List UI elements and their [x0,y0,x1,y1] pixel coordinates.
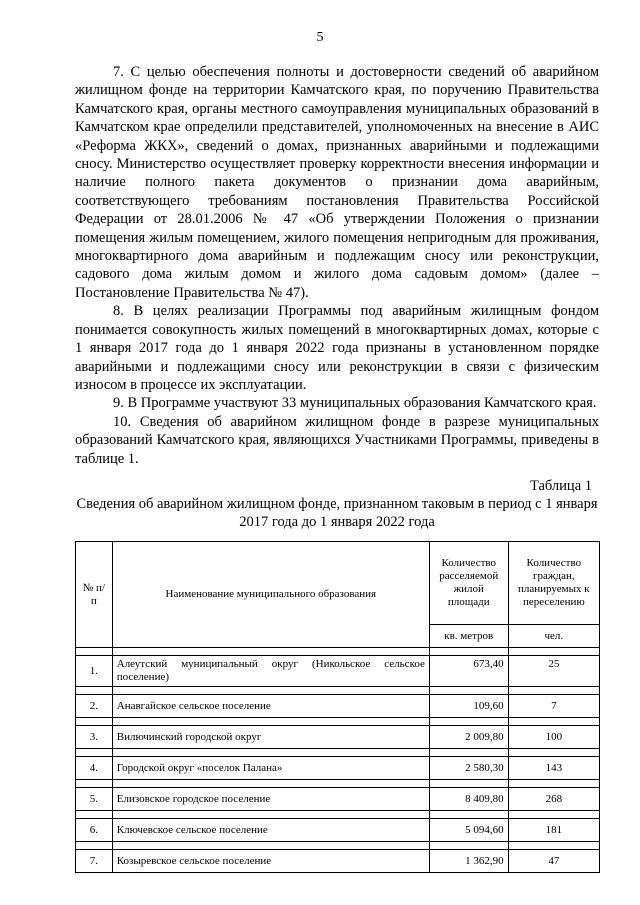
separator-cell [508,718,599,726]
row-num: 5. [76,788,113,811]
separator-cell [76,718,113,726]
separator-cell [76,687,113,695]
row-name: Козыревское сельское поселение [112,850,429,873]
separator-cell [76,842,113,850]
separator-cell [508,811,599,819]
row-area: 5 094,60 [429,819,508,842]
row-people: 100 [508,726,599,749]
separator-cell [76,811,113,819]
separator-cell [76,648,113,656]
table-header-row [76,542,600,625]
table-row [76,819,600,842]
row-name: Анавгайское сельское поселение [112,695,429,718]
table-row [76,726,600,749]
table-label: Таблица 1 [529,478,592,494]
table-row [76,695,600,718]
row-area: 8 409,80 [429,788,508,811]
row-area: 109,60 [429,695,508,718]
separator-cell [76,780,113,788]
separator-cell [508,687,599,695]
table-caption: Сведения об аварийном жилищном фонде, признанном таковым в период с 1 января 2017 года до 1 января 2022 года [76,496,598,530]
unit-area: кв. метров [429,625,508,648]
separator-cell [112,780,429,788]
header-area: Количество расселяемой жилой площади [429,542,508,625]
table-separator [76,687,600,695]
housing-table [75,541,600,873]
row-people: 181 [508,819,599,842]
separator-cell [112,648,429,656]
row-num: 7. [76,850,113,873]
paragraph-10: 10. Сведения об аварийном жилищном фонде в разрезе муниципальных образований Камчатского края, являющихся Участниками Программы, приведены в таблице 1. [75,413,599,467]
separator-cell [112,749,429,757]
row-name: Елизовское городское поселение [112,788,429,811]
paragraph-8: 8. В целях реализации Программы под аварийным жилищным фондом понимается совокупность жилых помещений в многоквартирных домах, которые с 1 января 2017 года до 1 января 2022 года признаны в установленном порядке аварийными и подлежащими сносу или реконструкции в связи с физическим износом в процессе их эксплуатации. [75,303,599,393]
table-separator [76,749,600,757]
unit-people: чел. [508,625,599,648]
table-separator [76,811,600,819]
separator-cell [429,749,508,757]
row-num: 1. [76,656,113,687]
row-people: 268 [508,788,599,811]
row-area: 2 580,30 [429,757,508,780]
separator-cell [508,648,599,656]
header-name: Наименование муниципального образования [112,542,429,648]
row-name: Ключевское сельское поселение [112,819,429,842]
paragraph-7: 7. С целью обеспечения полноты и достоверности сведений об аварийном жилищном фонде на территории Камчатского края, по поручению Правительства Камчатского края, органы местного самоуправления муниципальных образований в Камчатском крае определили представителей, уполномоченных на внесение в АИС «Реформа ЖКХ», сведений о домах, признанных аварийными и подлежащими сносу. Министерство осуществляет проверку корректности внесения информации и наличие полного пакета документов о признании дома аварийным, соответствующего требованиям постановления Правительства Российской Федерации от 28.01.2006 № 47 «Об утверждении Положения о признании помещения жилым помещением, жилого помещения непригодным для проживания, многоквартирного дома аварийным и подлежащим сносу или реконструкции, садового дома жилым домом и жилого дома садовым домом» (далее – Постановление Правительства № 47). [75,64,599,301]
row-people: 7 [508,695,599,718]
separator-cell [112,718,429,726]
row-name: Алеутский муниципальный округ (Никольское сельское поселение) [112,656,429,687]
table-row [76,850,600,873]
separator-cell [429,718,508,726]
header-num: № п/п [76,542,113,648]
table-separator [76,780,600,788]
row-name: Вилючинский городской округ [112,726,429,749]
table-separator [76,648,600,656]
row-area: 1 362,90 [429,850,508,873]
separator-cell [429,648,508,656]
body-text [75,63,599,468]
row-people: 25 [508,656,599,687]
table-separator [76,718,600,726]
row-num: 6. [76,819,113,842]
separator-cell [429,780,508,788]
separator-cell [112,842,429,850]
page-number: 5 [316,30,324,45]
row-num: 4. [76,757,113,780]
separator-cell [508,780,599,788]
row-area: 673,40 [429,656,508,687]
separator-cell [508,749,599,757]
separator-cell [508,842,599,850]
row-num: 3. [76,726,113,749]
header-people: Количество граждан, планируемых к переселению [508,542,599,625]
row-people: 47 [508,850,599,873]
separator-cell [429,842,508,850]
table-row [76,757,600,780]
row-name: Городской округ «поселок Палана» [112,757,429,780]
table-row [76,788,600,811]
row-num: 2. [76,695,113,718]
separator-cell [429,687,508,695]
separator-cell [429,811,508,819]
table-row [76,656,600,687]
paragraph-9: 9. В Программе участвуют 33 муниципальных образования Камчатского края. [113,395,597,412]
separator-cell [76,749,113,757]
table-separator [76,842,600,850]
row-people: 143 [508,757,599,780]
separator-cell [112,811,429,819]
row-area: 2 009,80 [429,726,508,749]
separator-cell [112,687,429,695]
